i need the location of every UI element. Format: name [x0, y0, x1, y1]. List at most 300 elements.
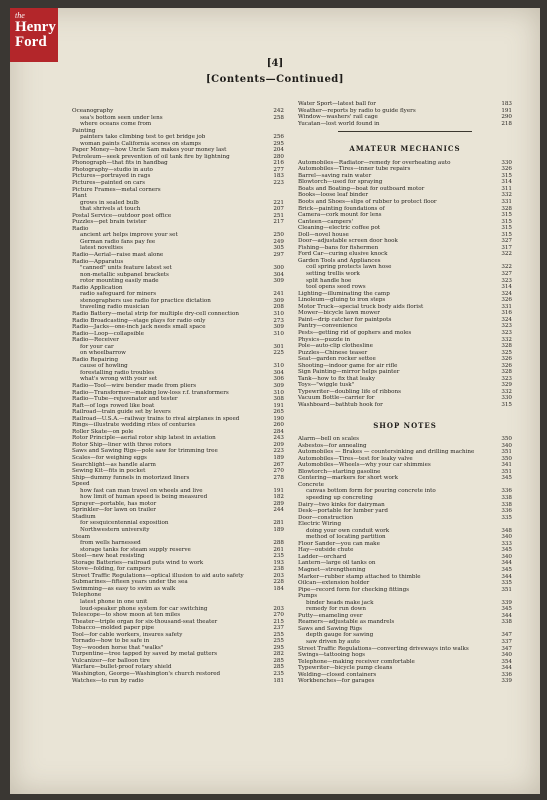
entry-topic: Desk—portable for lumber yard	[298, 508, 388, 515]
entry-page-number: 336	[501, 488, 512, 495]
entry-page-number: 310	[273, 389, 284, 396]
entry-page-number: 207	[273, 206, 284, 213]
entry-page-number: 351	[501, 449, 512, 456]
shop-notes-list	[298, 436, 512, 685]
entry-page-number: 285	[273, 657, 284, 664]
entry-topic: Ladder—orchard	[298, 553, 347, 560]
entry-page-number: 314	[501, 179, 512, 186]
entry-topic: remedy for run down	[306, 606, 367, 613]
entry-page-number: 339	[501, 678, 512, 685]
entry-page-number: 309	[273, 278, 284, 285]
entry-page-number: 344	[501, 665, 512, 672]
entry-page-number: 323	[501, 277, 512, 284]
entry-topic: Radio—Apparatus	[72, 258, 124, 265]
entry-topic: binder heads make jack	[306, 599, 374, 606]
entry-topic: Puzzles—Chinese teaser	[298, 349, 368, 356]
entry-page-number: 295	[273, 140, 284, 147]
entry-page-number: 338	[501, 501, 512, 508]
entry-page-number: 301	[273, 343, 284, 350]
entry-topic: Northwestern university	[80, 527, 150, 533]
left-column	[72, 108, 284, 684]
entry-page-number: 285	[273, 664, 284, 671]
entry-topic: Mower—bicycle lawn mower	[298, 310, 380, 317]
entry-page-number: 191	[273, 402, 284, 409]
entry-page-number: 345	[501, 475, 512, 482]
entry-topic: from wells harnessed	[80, 540, 141, 547]
entry-topic: Telephone—making receiver comfortable	[298, 658, 415, 665]
entry-topic: Radio Application	[72, 284, 123, 291]
entry-topic: Sewing Kit—fits in pocket	[72, 468, 146, 475]
entry-page-number: 326	[501, 166, 512, 173]
entry-topic: Tank—how to fix that leaky	[298, 375, 376, 382]
entry-page-number: 290	[501, 114, 512, 121]
entry-page-number: 317	[501, 244, 512, 251]
entry-topic: Lantern—large oil tanks on	[298, 560, 376, 567]
entry-page-number: 277	[273, 166, 284, 173]
entry-topic: Automobiles—Tires—test for leaky valve	[298, 455, 413, 462]
entry-topic: non-metallic subpanel brackets	[80, 271, 169, 278]
entry-topic: Phonograph—that fits in handbag	[72, 160, 168, 167]
entry-page-number: 326	[501, 297, 512, 304]
entry-topic: Window—washers' rail cage	[298, 114, 378, 121]
entry-page-number: 328	[501, 369, 512, 376]
entry-page-number: 329	[501, 382, 512, 389]
entry-page-number: 330	[501, 395, 512, 402]
entry-page-number: 284	[273, 428, 284, 435]
entry-topic: Railroad—train guide set by levers	[72, 409, 171, 416]
entry-page-number: 335	[501, 514, 512, 521]
page-number: [4]	[266, 58, 284, 69]
entry-topic: Door—construction	[298, 514, 354, 521]
entry-topic: Alarm—bell on scales	[298, 436, 360, 443]
entry-topic: Ford Car—curing elusive knock	[298, 251, 388, 258]
entry-page-number: 315	[501, 218, 512, 225]
entry-page-number: 351	[501, 468, 512, 475]
entry-topic: Blowtorch—used for spraying	[298, 179, 383, 186]
entry-page-number: 348	[501, 527, 512, 534]
entry-topic: setting trellis work	[306, 271, 360, 278]
entry-page-number: 315	[501, 225, 512, 232]
entry-page-number: 304	[273, 369, 284, 376]
entry-topic: on wheelbarrow	[80, 350, 126, 357]
entry-topic: Seat—garden rocker settee	[298, 356, 376, 363]
index-entry	[72, 678, 284, 685]
entry-page-number: 315	[501, 231, 512, 238]
entry-page-number: 216	[273, 160, 284, 167]
entry-topic: canvas bottom form for pouring concrete into	[306, 488, 436, 495]
entry-topic: for sesquicentennial exposition	[80, 520, 169, 527]
entry-topic: speeding up concreting	[306, 494, 373, 501]
entry-page-number: 327	[501, 238, 512, 245]
entry-topic: Stove—folding, for campers	[72, 566, 151, 573]
entry-topic: cause of howling	[80, 363, 128, 370]
entry-topic: Radio—Aerial—raise mast alone	[72, 252, 164, 259]
entry-topic: tool opens seed rows	[306, 284, 366, 291]
entry-topic: Picture Frames—metal corners	[72, 186, 161, 193]
entry-topic: Typewriter—doubling life of ribbons	[298, 388, 401, 395]
entry-topic: Tool—for cable workers, insures safety	[72, 631, 183, 638]
entry-topic: what's wrong with your set	[80, 376, 158, 383]
entry-page-number: 228	[273, 579, 284, 586]
entry-page-number: 250	[273, 232, 284, 239]
entry-topic: Railroad—U.S.A.—railway trains to rival airplanes in speed	[72, 415, 240, 422]
entry-page-number: 235	[273, 671, 284, 678]
entry-topic: Pantry—convenience	[298, 323, 358, 330]
entry-topic: Paper Money—how Uncle Sam makes your money last	[72, 147, 227, 154]
entry-page-number: 326	[501, 356, 512, 363]
entry-page-number: 288	[273, 540, 284, 547]
entry-topic: German radio fans pay fee	[80, 238, 156, 245]
entry-page-number: 235	[273, 553, 284, 560]
entry-topic: Asbestos—for annealing	[298, 442, 367, 449]
entry-topic: Automobiles—Tires—inner tube repairs	[298, 166, 411, 173]
entry-topic: Ship—dummy funnels in motorized liners	[72, 474, 190, 481]
entry-page-number: 331	[501, 303, 512, 310]
entry-topic: Pests—getting rid of gophers and moles	[298, 329, 412, 336]
entry-page-number: 265	[273, 409, 284, 416]
entry-topic: Radio Broadcasting—stage plays for radio only	[72, 317, 206, 324]
entry-page-number: 328	[501, 343, 512, 350]
entry-page-number: 309	[273, 382, 284, 389]
entry-page-number: 255	[273, 638, 284, 645]
entry-topic: Scales—for weighing eggs	[72, 454, 147, 461]
entry-page-number: 243	[273, 435, 284, 442]
entry-topic: Automobiles — Brakes — countersinking and drilling machine	[298, 449, 475, 456]
entry-topic: Submarines—fifteen years under the sea	[72, 579, 188, 586]
entry-topic: Radio Battery—metal strip for multiple dry-cell connection	[72, 310, 239, 317]
entry-page-number: 332	[501, 336, 512, 343]
entry-page-number: 258	[273, 114, 284, 121]
entry-topic: traveling radio musician	[80, 304, 150, 311]
entry-page-number: 331	[501, 199, 512, 206]
magazine-page	[10, 8, 540, 794]
entry-page-number: 237	[273, 625, 284, 632]
entry-page-number: 273	[273, 317, 284, 324]
entry-topic: Floor Sander—you can make	[298, 540, 380, 547]
logo-the: the	[15, 11, 25, 20]
entry-page-number: 350	[501, 455, 512, 462]
entry-page-number: 204	[273, 147, 284, 154]
entry-topic: Putty—enameling over	[298, 612, 363, 619]
entry-topic: Automobiles—Radiator—remedy for overheating auto	[298, 159, 451, 166]
entry-topic: Radio—Jacks—one-inch jack needs small space	[72, 324, 206, 331]
entry-page-number: 345	[501, 547, 512, 554]
entry-topic: Paint—drip catcher for paintpots	[298, 316, 392, 323]
entry-page-number: 309	[273, 324, 284, 331]
entry-topic: latest novelties	[80, 245, 124, 252]
entry-page-number: 335	[501, 580, 512, 587]
entry-topic: Radio Repairing	[72, 356, 119, 363]
entry-page-number: 217	[273, 219, 284, 226]
entry-topic: Radio—Receiver	[72, 337, 119, 344]
amateur-mechanics-list	[298, 160, 512, 409]
entry-topic: Telescope—to show moon at ten miles	[72, 612, 181, 619]
entry-page-number: 181	[273, 677, 284, 684]
shop-notes-heading: SHOP NOTES	[373, 420, 437, 430]
entry-page-number: 282	[273, 651, 284, 658]
entry-page-number: 344	[501, 573, 512, 580]
entry-topic: Plant	[72, 193, 87, 200]
henry-ford-logo[interactable]	[10, 8, 58, 62]
entry-topic: Camera—cork mount for lens	[298, 212, 382, 219]
entry-page-number: 340	[501, 534, 512, 541]
entry-page-number: 327	[501, 271, 512, 278]
entry-page-number: 244	[273, 507, 284, 514]
entry-topic: Steam	[72, 533, 91, 540]
entry-topic: that shrivels at touch	[80, 206, 141, 213]
logo-ford: Ford	[15, 34, 47, 50]
entry-topic: Physics—puzzle in	[298, 336, 351, 343]
entry-page-number: 270	[273, 468, 284, 475]
entry-page-number: 315	[501, 172, 512, 179]
entry-topic: Fishing—bans for fishermen	[298, 244, 379, 251]
entry-page-number: 311	[501, 185, 512, 192]
entry-topic: Cleaning—electric coffee pot	[298, 225, 381, 232]
index-entry	[298, 678, 512, 685]
entry-topic: Radio—Tube—rejuvenator and tester	[72, 396, 178, 403]
entry-topic: saw driven by auto	[306, 639, 360, 646]
entry-topic: Books—loose leaf binder	[298, 192, 369, 199]
entry-topic: Reamers—adjustable as mandrels	[298, 619, 395, 626]
entry-topic: Magnet—strengthening	[298, 567, 366, 573]
entry-page-number: 338	[501, 494, 512, 501]
entry-page-number: 297	[273, 252, 284, 259]
entry-page-number: 221	[273, 199, 284, 206]
entry-topic: stenographers use radio for practice dictation	[80, 297, 211, 304]
entry-page-number: 315	[501, 212, 512, 219]
entry-page-number: 340	[501, 652, 512, 659]
entry-page-number: 184	[273, 585, 284, 592]
entry-topic: Street Traffic Regulations—optical illusion to aid auto safety	[72, 572, 244, 579]
entry-page-number: 183	[501, 101, 512, 107]
entry-topic: Pipe—record form for checking fittings	[298, 586, 410, 593]
entry-topic: Centering—markers for short work	[298, 475, 398, 482]
entry-page-number: 280	[273, 153, 284, 160]
entry-page-number: 238	[273, 566, 284, 573]
entry-page-number: 344	[501, 612, 512, 619]
entry-topic: Saws and Sawing Rigs—pole saw for trimming tree	[72, 448, 218, 455]
entry-topic: Shooting—indoor game for air rifle	[298, 362, 398, 369]
entry-topic: rotor mounting easily made	[80, 278, 159, 285]
entry-page-number: 306	[273, 376, 284, 383]
entry-page-number: 289	[273, 500, 284, 507]
entry-topic: "canned" units feature latest set	[80, 265, 172, 272]
entry-topic: forestalling radio troubles	[80, 369, 155, 376]
right-column	[298, 101, 512, 685]
entry-page-number: 218	[501, 120, 512, 127]
entry-topic: Oceanography	[72, 108, 114, 114]
entry-topic: how fast can man travel on wheels and live	[80, 487, 203, 494]
entry-topic: Automobiles—Wheels—why your car shimmies	[298, 462, 431, 469]
entry-topic: Sign Painting—mirror helps painter	[298, 369, 400, 376]
entry-page-number: 338	[501, 619, 512, 626]
entry-page-number: 337	[501, 639, 512, 646]
entry-page-number: 267	[273, 461, 284, 468]
entry-topic: Typewriter—bicycle pump cleans	[298, 665, 393, 672]
entry-page-number: 281	[273, 520, 284, 527]
entry-topic: Water Sport—latest ball for	[298, 101, 376, 107]
entry-page-number: 310	[273, 330, 284, 337]
entry-topic: Linoleum—gluing to iron steps	[298, 297, 386, 304]
entry-topic: Searchlight—as handle alarm	[72, 461, 156, 468]
entry-topic: Oilcan—extension holder	[298, 580, 370, 587]
entry-topic: Yucatan—lost world found in	[298, 120, 380, 127]
entry-topic: sea's bottom seen under lens	[80, 114, 163, 121]
entry-page-number: 183	[273, 173, 284, 180]
entry-page-number: 345	[501, 606, 512, 613]
entry-page-number: 255	[273, 631, 284, 638]
entry-topic: Sprinkler—for lawn on trailer	[72, 507, 156, 514]
entry-topic: Hay—outside chute	[298, 547, 354, 554]
entry-page-number: 309	[273, 297, 284, 304]
entry-topic: coil spring protects lawn hose	[306, 264, 392, 271]
entry-topic: Motor Truck—special truck body aids florist	[298, 303, 424, 310]
entry-page-number: 347	[501, 632, 512, 639]
entry-page-number: 328	[501, 205, 512, 212]
entry-topic: Vacuum Bottle—carrier for	[298, 395, 375, 402]
entry-page-number: 332	[501, 388, 512, 395]
entry-page-number: 325	[501, 349, 512, 356]
entry-topic: Concrete	[298, 481, 324, 488]
entry-page-number: 215	[273, 618, 284, 625]
entry-page-number: 191	[273, 487, 284, 494]
entry-topic: Boats and Boating—boat for outboard motor	[298, 185, 425, 192]
entry-topic: Washington, George—Washington's church restored	[72, 671, 221, 678]
entry-page-number: 340	[501, 442, 512, 449]
right-top-list	[298, 101, 512, 127]
entry-page-number: 223	[273, 180, 284, 187]
entry-page-number: 316	[501, 310, 512, 317]
entry-topic: Washboard—bathtub hook for	[298, 401, 383, 408]
entry-page-number: 336	[501, 508, 512, 515]
entry-topic: Watches—to run by radio	[72, 677, 144, 684]
entry-topic: Pole—auto-clip clothesline	[298, 343, 373, 350]
entry-topic: for your car	[80, 343, 114, 350]
entry-topic: Warfare—bullet-proof rotary shield	[72, 664, 172, 671]
entry-page-number: 191	[501, 107, 512, 114]
entry-page-number: 225	[273, 350, 284, 357]
entry-topic: Door—adjustable screen door hook	[298, 238, 398, 245]
entry-page-number: 340	[501, 553, 512, 560]
entry-page-number: 330	[501, 159, 512, 166]
entry-page-number: 189	[273, 527, 284, 533]
entry-topic: Barrel—saving rain water	[298, 172, 372, 179]
entry-topic: Brick—painting foundations of	[298, 205, 385, 212]
entry-topic: Sprayer—portable, has motor	[72, 500, 157, 507]
entry-page-number: 336	[501, 671, 512, 678]
entry-page-number: 209	[273, 441, 284, 448]
entry-topic: Speed	[72, 481, 90, 488]
entry-topic: Radio—Tool—wire bender made from pliers	[72, 382, 197, 389]
entry-topic: Petroleum—seek prevention of oil tank fire by lightning	[72, 153, 230, 160]
entry-page-number: 324	[501, 290, 512, 297]
amateur-mechanics-heading: AMATEUR MECHANICS	[349, 144, 461, 154]
entry-topic: Radio—Loop—collapsible	[72, 330, 144, 337]
entry-page-number: 295	[273, 644, 284, 651]
entry-page-number: 323	[501, 329, 512, 336]
entry-topic: loud-speaker phone system for car switching	[80, 605, 208, 612]
entry-topic: Photography—studio in auto	[72, 166, 153, 173]
entry-topic: woman paints California scenes on stamps	[80, 140, 202, 147]
entry-topic: Swimming—as easy to swim as walk	[72, 585, 176, 592]
divider	[338, 131, 472, 132]
entry-topic: Stadium	[72, 513, 96, 520]
entry-page-number: 322	[501, 264, 512, 271]
entry-page-number: 308	[273, 396, 284, 403]
entry-topic: Swings—tattooing hogs	[298, 652, 366, 659]
entry-topic: split handle hoe	[306, 277, 352, 284]
entry-topic: Street Traffic Regulations—converting driveways into walks	[298, 645, 469, 652]
entry-page-number: 310	[273, 310, 284, 317]
entry-topic: grows in sealed bulb	[80, 199, 139, 206]
entry-page-number: 341	[501, 462, 512, 469]
entry-topic: Blowtorch—starting gasoline	[298, 468, 381, 475]
entry-page-number: 333	[501, 540, 512, 547]
entry-topic: Telephone	[72, 592, 102, 599]
entry-topic: Pictures—painted on cars	[72, 180, 145, 187]
entry-page-number: 208	[273, 304, 284, 311]
entry-page-number: 251	[273, 212, 284, 219]
entry-topic: Pumps	[298, 593, 318, 600]
entry-topic: Rings—illustrate wedding rites of centuries	[72, 422, 196, 429]
entry-topic: Raft—of logs rowed like boat	[72, 402, 155, 409]
entry-topic: Canteen—campers'	[298, 218, 354, 225]
entry-topic: Rotor Ship—liner with three rotors	[72, 441, 172, 448]
entry-page-number: 270	[273, 612, 284, 619]
entry-topic: depth gauge for sawing	[306, 632, 374, 639]
entry-page-number: 332	[501, 192, 512, 199]
entry-page-number: 324	[501, 316, 512, 323]
entry-topic: Turpentine—tree tapped by saved by metal gutters	[72, 651, 218, 658]
entry-topic: Dairy—two kinks for dairyman	[298, 501, 385, 508]
entry-topic: Tobacco—molded paper pipe	[72, 625, 155, 632]
entry-topic: Saws and Sawing Rigs	[298, 625, 363, 632]
entry-topic: Lighting—illuminating the camp	[298, 290, 390, 297]
entry-topic: Marker—rubber stamp attached to thimble	[298, 573, 421, 580]
entry-topic: Steel—new heat resisting	[72, 553, 145, 560]
entry-topic: Rotor Principle—aerial rotor ship latest in aviation	[72, 435, 216, 442]
index-entry	[298, 121, 512, 128]
entry-topic: Radio—Transformer—making low-loss r.f. transformers	[72, 389, 229, 396]
entry-topic: Painting	[72, 127, 96, 134]
entry-topic: latest phone in one unit	[80, 599, 148, 606]
entry-topic: Storage Batteries—railroad puts wind to work	[72, 559, 204, 566]
entry-page-number: 256	[273, 134, 284, 141]
entry-page-number: 323	[501, 323, 512, 330]
entry-page-number: 190	[273, 415, 284, 422]
entry-page-number: 261	[273, 546, 284, 553]
index-entry	[298, 402, 512, 409]
entry-topic: Postal Service—outdoor post office	[72, 212, 172, 219]
entry-page-number: 203	[273, 572, 284, 579]
entry-topic: Toys—"wiggle tusk"	[298, 382, 355, 389]
entry-page-number: 193	[273, 559, 284, 566]
entry-topic: method of locating partition	[306, 534, 386, 541]
entry-page-number: 354	[501, 658, 512, 665]
entry-page-number: 242	[273, 108, 284, 114]
entry-topic: where oceans come from	[80, 121, 152, 128]
entry-topic: Radio	[72, 225, 89, 232]
entry-topic: Electric Wiring	[298, 521, 342, 528]
entry-page-number: 339	[501, 599, 512, 606]
entry-page-number: 304	[273, 271, 284, 278]
entry-page-number: 350	[501, 436, 512, 443]
entry-topic: storage tanks for steam supply reserve	[80, 546, 191, 553]
entry-page-number: 347	[501, 645, 512, 652]
contents-heading: [Contents—Continued]	[205, 74, 345, 85]
entry-topic: Tornado—how to be safe in	[72, 638, 150, 645]
entry-page-number: 344	[501, 560, 512, 567]
